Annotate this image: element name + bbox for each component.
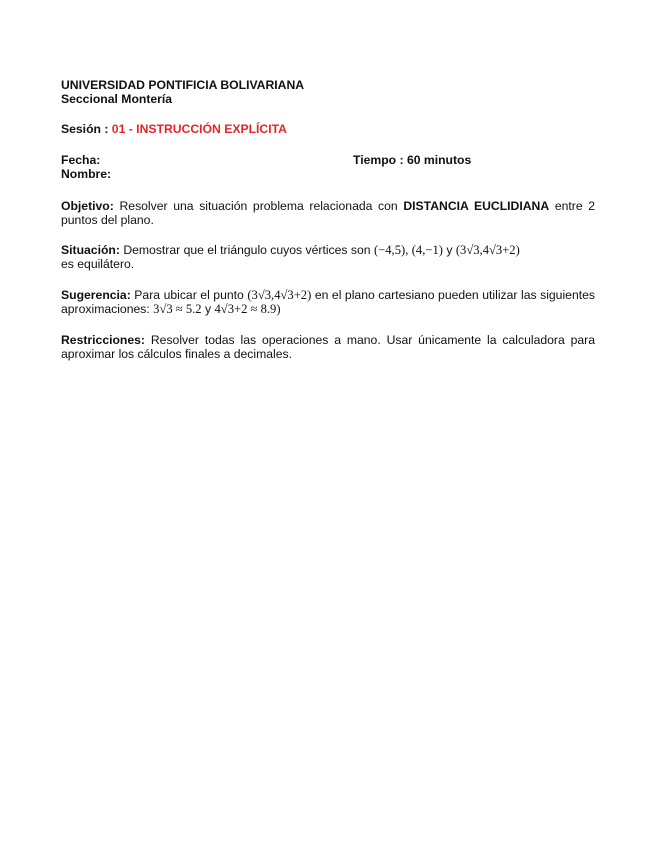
restricciones-paragraph (61, 333, 595, 361)
situacion-text-after: es equilátero. (61, 257, 135, 271)
restricciones-label: Restricciones: (61, 333, 145, 347)
objetivo-emphasis: DISTANCIA EUCLIDIANA (403, 199, 550, 213)
tiempo-label: Tiempo : 60 minutos (353, 153, 472, 167)
sugerencia-connector: y (205, 302, 212, 316)
sugerencia-paragraph (61, 288, 595, 316)
sugerencia-label: Sugerencia: (61, 288, 131, 302)
situacion-separator: , (405, 243, 409, 257)
session-line (61, 122, 595, 136)
session-label: Sesión : (61, 122, 109, 136)
sugerencia-approx-1: 3√3 ≈ 5.2 (153, 302, 202, 316)
objetivo-text-after: entre 2 puntos del plano. (61, 199, 596, 227)
situacion-point-3: (3√3,4√3+2) (455, 243, 520, 257)
situacion-text-before: Demostrar que el triángulo cuyos vértices son (123, 243, 371, 257)
sugerencia-text-middle: en el plano cartesiano pueden utilizar las siguientes aproximaciones: (61, 288, 595, 316)
fecha-label: Fecha: (61, 153, 101, 167)
sugerencia-text-before: Para ubicar el punto (134, 288, 244, 302)
objetivo-paragraph (61, 199, 595, 227)
document-page (61, 78, 595, 361)
situacion-label: Situación: (61, 243, 120, 257)
sugerencia-point: (3√3,4√3+2) (247, 288, 312, 302)
situacion-connector: y (446, 243, 453, 257)
nombre-label: Nombre: (61, 167, 112, 181)
session-value: 01 - INSTRUCCIÓN EXPLÍCITA (111, 122, 287, 136)
university-name: UNIVERSIDAD PONTIFICIA BOLIVARIANA (61, 78, 305, 92)
situacion-paragraph (61, 243, 595, 271)
date-time-row (61, 153, 595, 167)
situacion-point-1: (−4,5) (373, 243, 406, 257)
sugerencia-approx-2: 4√3+2 ≈ 8.9) (214, 302, 281, 316)
objetivo-text-before: Resolver una situación problema relacionada con (119, 199, 398, 213)
restricciones-text: Resolver todas las operaciones a mano. Usar únicamente la calculadora para aproximar los cálculos finales a decimales. (61, 333, 595, 361)
situacion-point-2: (4,−1) (411, 243, 443, 257)
objetivo-label: Objetivo: (61, 199, 114, 213)
campus-name: Seccional Montería (61, 92, 173, 106)
